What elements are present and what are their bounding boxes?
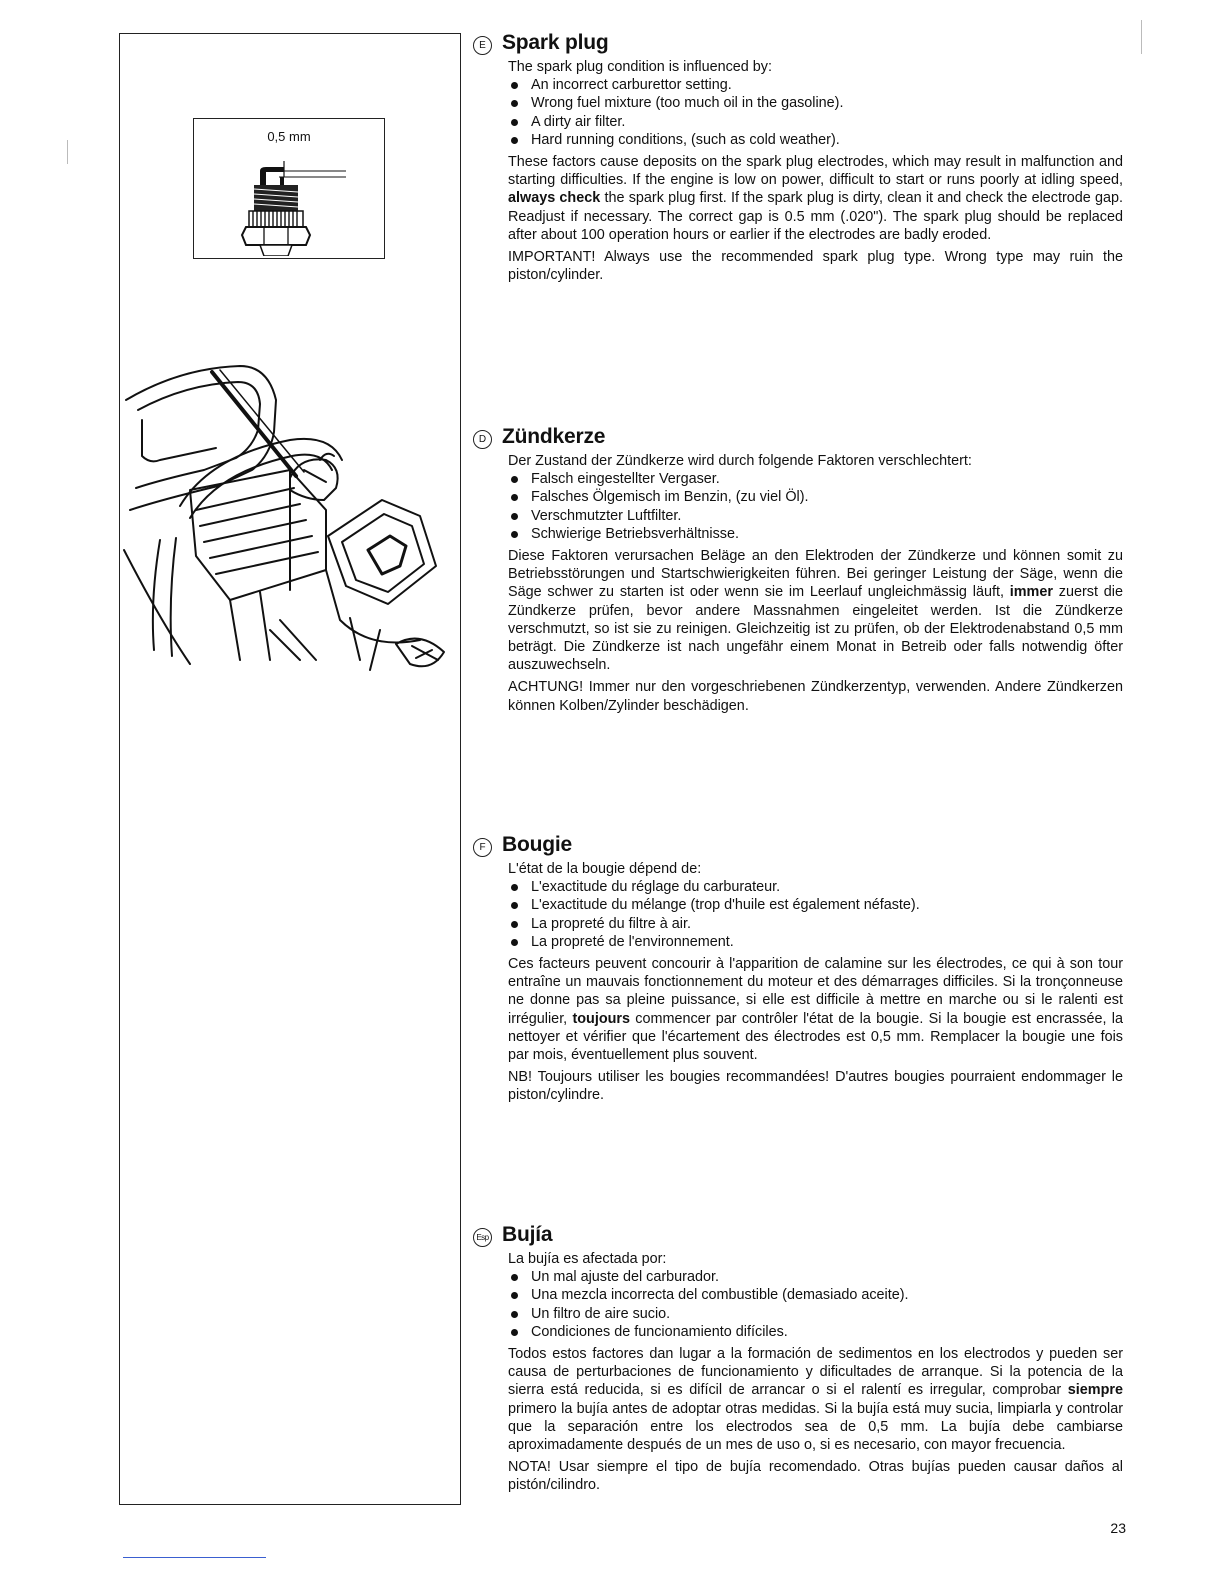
emphasis: siempre bbox=[1067, 1382, 1123, 1399]
scan-artifact bbox=[1141, 20, 1142, 54]
intro-text: Der Zustand der Zündkerze wird durch folgende Faktoren verschlechtert: bbox=[508, 453, 972, 469]
body-paragraph: These factors cause deposits on the spark plug electrodes, which may result in malfunction and starting difficulties. If the engine is low on power, difficult to start or runs poorly at idling speed, always check the spark plug first. If the spark plug is dirty, clean it and check the electrode gap. Readjust if necessary. The correct gap is 0.5 mm (.020"). The spark plug should be replaced after about 100 operation hours or earlier if the electrodes are badly eroded. bbox=[508, 154, 1124, 243]
list-item: Un mal ajuste del carburador. bbox=[508, 1268, 1123, 1286]
factor-list bbox=[508, 878, 1123, 951]
language-badge-icon: D bbox=[473, 430, 492, 449]
section-heading bbox=[473, 830, 1123, 860]
section-title: Spark plug bbox=[502, 31, 609, 54]
list-item: Hard running conditions, (such as cold weather). bbox=[508, 131, 1123, 149]
section-spanish bbox=[473, 1220, 1123, 1495]
body-paragraph: Ces facteurs peuvent concourir à l'apparition de calamine sur les électrodes, ce qui à son tour entraîne un mauvais fonctionnement du moteur et des démarrages difficiles. Si la tronçonneuse ne donne pas sa pleine puissance, si elle est difficile à mettre en marche ou si le ralenti est irrégulier, toujours commencer par contrôler l'état de la bougie. Si la bougie est encrassée, la nettoyer et vérifier que l'écartement des électrodes est 0,5 mm. Remplacer la bougie une fois par mois, éventuellement plus souvent. bbox=[508, 956, 1123, 1064]
intro-text: La bujía es afectada por: bbox=[508, 1251, 667, 1267]
list-item: Wrong fuel mixture (too much oil in the gasoline). bbox=[508, 94, 1123, 112]
list-item: Schwierige Betriebsverhältnisse. bbox=[508, 525, 1123, 543]
list-item: Una mezcla incorrecta del combustible (demasiado aceite). bbox=[508, 1286, 1123, 1304]
section-german bbox=[473, 422, 1123, 715]
factor-list bbox=[508, 470, 1123, 543]
section-english bbox=[473, 28, 1123, 284]
section-body bbox=[508, 860, 1123, 1105]
section-french bbox=[473, 830, 1123, 1105]
section-body bbox=[508, 58, 1123, 284]
list-item: L'exactitude du réglage du carburateur. bbox=[508, 878, 1123, 896]
list-item: Condiciones de funcionamiento difíciles. bbox=[508, 1323, 1123, 1341]
section-body bbox=[508, 452, 1123, 715]
section-title: Bougie bbox=[502, 833, 572, 856]
intro-text: L'état de la bougie dépend de: bbox=[508, 861, 702, 877]
emphasis: always check bbox=[508, 190, 601, 207]
warning-paragraph: IMPORTANT! Always use the recommended spark plug type. Wrong type may ruin the piston/cylinder. bbox=[508, 249, 1123, 284]
gap-label: 0,5 mm bbox=[267, 129, 311, 144]
factor-list bbox=[508, 76, 1123, 149]
language-badge-icon: Esp bbox=[473, 1228, 492, 1247]
list-item: Verschmutzter Luftfilter. bbox=[508, 507, 1123, 525]
list-item: Falsch eingestellter Vergaser. bbox=[508, 470, 1123, 488]
emphasis: immer bbox=[1009, 584, 1053, 601]
list-item: L'exactitude du mélange (trop d'huile est également néfaste). bbox=[508, 896, 1123, 914]
scan-artifact bbox=[67, 140, 68, 164]
section-heading bbox=[473, 1220, 1123, 1250]
section-heading bbox=[473, 422, 1123, 452]
warning-paragraph: NB! Toujours utiliser les bougies recommandées! D'autres bougies pourraient endommager le piston/cylindre. bbox=[508, 1069, 1123, 1104]
body-paragraph: Todos estos factores dan lugar a la formación de sedimentos en los electrodos y pueden ser causa de perturbaciones de funcionamiento y dificultades de arranque. Si la potencia de la sierra está reducida, si es difícil de arrancar o si el ralentí es irregular, comprobar siempre primero la bujía antes de adoptar otras medidas. Si la bujía está muy sucia, limpiarla y controlar que la separación entre los electrodos sea de 0,5 mm. La bujía debe cambiarse aproximadamente después de un mes de uso o, si es necesario, con mayor frecuencia. bbox=[508, 1346, 1123, 1454]
warning-paragraph: NOTA! Usar siempre el tipo de bujía recomendado. Otras bujías pueden causar daños al pistón/cilindro. bbox=[508, 1459, 1123, 1494]
spark-plug-icon bbox=[224, 141, 354, 256]
section-title: Bujía bbox=[502, 1223, 553, 1246]
section-heading bbox=[473, 28, 1123, 58]
section-body bbox=[508, 1250, 1123, 1495]
intro-text: The spark plug condition is influenced by: bbox=[508, 59, 772, 75]
list-item: A dirty air filter. bbox=[508, 113, 1123, 131]
spark-plug-gap-figure bbox=[193, 118, 385, 259]
emphasis: toujours bbox=[572, 1010, 631, 1027]
list-item: Falsches Ölgemisch im Benzin, (zu viel Öl). bbox=[508, 488, 1123, 506]
body-paragraph: Diese Faktoren verursachen Beläge an den Elektroden der Zündkerze und können somit zu Betriebsstörungen und Startschwierigkeiten führen. Bei geringer Leistung der Säge, wenn die Säge schwer zu starten ist oder wenn sie im Leerlauf ungleichmässig läuft, immer zuerst die Zündkerze prüfen, bevor andere Massnahmen eingeleitet werden. Ist die Zündkerze verschmutzt, so ist sie zu reinigen. Gleichzeitig ist zu prüfen, ob der Elektrodenabstand 0,5 mm beträgt. Die Zündkerze ist nach ungefähr einem Monat in Betreib oder falls notwendig öfter auszuwechseln. bbox=[508, 548, 1123, 674]
language-badge-icon: E bbox=[473, 36, 492, 55]
list-item: La propreté de l'environnement. bbox=[508, 933, 1123, 951]
page-number: 23 bbox=[1110, 1520, 1126, 1536]
factor-list bbox=[508, 1268, 1123, 1341]
section-title: Zündkerze bbox=[502, 425, 606, 448]
footer-rule bbox=[123, 1557, 266, 1558]
chainsaw-spark-plug-illustration bbox=[120, 360, 460, 690]
list-item: La propreté du filtre à air. bbox=[508, 915, 1123, 933]
language-badge-icon: F bbox=[473, 838, 492, 857]
list-item: An incorrect carburettor setting. bbox=[508, 76, 1123, 94]
warning-paragraph: ACHTUNG! Immer nur den vorgeschriebenen Zündkerzentyp, verwenden. Andere Zündkerzen können Kolben/Zylinder beschädigen. bbox=[508, 679, 1123, 714]
list-item: Un filtro de aire sucio. bbox=[508, 1305, 1123, 1323]
